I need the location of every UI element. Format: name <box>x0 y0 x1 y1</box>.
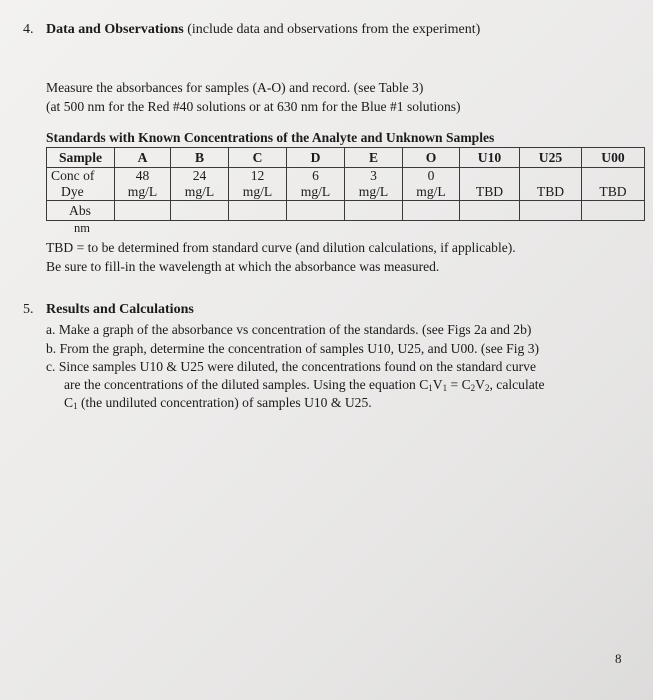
footnote-line-1: TBD = to be determined from standard curve (and dilution calculations, if applicable). <box>46 240 516 255</box>
conc-unit: mg/L <box>242 184 273 199</box>
header-cell: D <box>287 148 345 168</box>
conc-value: 48 <box>135 168 150 183</box>
page-number: 8 <box>615 651 622 666</box>
item-c-text: (the undiluted concentration) of samples U10 & U25. <box>77 395 372 410</box>
conc-label-line-1: Conc of <box>51 168 95 183</box>
tbd-cell <box>460 168 520 201</box>
conc-value: 12 <box>250 168 265 183</box>
section-5-heading <box>23 302 194 318</box>
item-c-text: = C <box>447 377 471 392</box>
subscript: 2 <box>484 383 490 393</box>
item-c-text: C <box>64 395 74 410</box>
conc-value: 0 <box>427 168 435 183</box>
data-table <box>46 147 645 221</box>
conc-cell <box>115 168 171 201</box>
abs-cell[interactable] <box>229 201 287 221</box>
abs-cell[interactable] <box>287 201 345 221</box>
header-cell: O <box>403 148 460 168</box>
conc-row <box>47 168 645 201</box>
section-5-title: Results and Calculations <box>46 302 194 317</box>
section-4-number: 4. <box>23 22 34 37</box>
header-cell: C <box>229 148 287 168</box>
header-cell: E <box>345 148 403 168</box>
abs-cell[interactable] <box>520 201 582 221</box>
conc-unit: mg/L <box>184 184 215 199</box>
conc-cell <box>287 168 345 201</box>
tbd-text: TBD <box>536 184 565 199</box>
header-cell: U25 <box>520 148 582 168</box>
header-cell: U00 <box>582 148 645 168</box>
item-c-text: V <box>475 377 485 392</box>
abs-cell[interactable] <box>403 201 460 221</box>
instruction-line-2: (at 500 nm for the Red #40 solutions or at 630 nm for the Blue #1 solutions) <box>46 99 461 114</box>
conc-unit: mg/L <box>300 184 331 199</box>
wavelength-nm-label: nm <box>74 221 90 235</box>
subscript: 1 <box>442 383 448 393</box>
conc-unit: mg/L <box>127 184 158 199</box>
conc-cell <box>403 168 460 201</box>
tbd-cell <box>582 168 645 201</box>
conc-cell <box>345 168 403 201</box>
item-c-line-2 <box>64 377 545 393</box>
item-a: a. Make a graph of the absorbance vs concentration of the standards. (see Figs 2a and 2b) <box>46 322 532 337</box>
item-c-text: are the concentrations of the diluted samples. Using the equation C <box>64 377 429 392</box>
conc-cell <box>229 168 287 201</box>
instruction-line-1: Measure the absorbances for samples (A-O) and record. (see Table 3) <box>46 80 424 95</box>
item-c-text: V <box>432 377 443 392</box>
abs-cell[interactable] <box>460 201 520 221</box>
tbd-cell <box>520 168 582 201</box>
item-c-line-1: c. Since samples U10 & U25 were diluted, the concentrations found on the standard curve <box>46 359 536 374</box>
abs-row <box>47 201 645 221</box>
header-cell: B <box>171 148 229 168</box>
tbd-text: TBD <box>475 184 504 199</box>
abs-cell[interactable] <box>345 201 403 221</box>
conc-label-cell <box>47 168 115 201</box>
section-4-heading <box>23 22 480 38</box>
conc-cell <box>171 168 229 201</box>
header-row <box>47 148 645 168</box>
abs-label-cell: Abs <box>47 201 115 221</box>
table-title: Standards with Known Concentrations of the Analyte and Unknown Samples <box>46 130 495 145</box>
section-4-title: Data and Observations <box>46 22 184 37</box>
tbd-text: TBD <box>599 184 627 199</box>
conc-value: 3 <box>370 168 377 183</box>
abs-cell[interactable] <box>171 201 229 221</box>
conc-unit: mg/L <box>416 184 446 199</box>
footnote-line-2: Be sure to fill-in the wavelength at which the absorbance was measured. <box>46 259 440 274</box>
conc-value: 6 <box>312 168 319 183</box>
abs-cell[interactable] <box>582 201 645 221</box>
subscript: 2 <box>470 383 476 393</box>
header-cell: Sample <box>47 148 115 168</box>
item-c-line-3 <box>64 395 372 411</box>
conc-unit: mg/L <box>358 184 389 199</box>
abs-cell[interactable] <box>115 201 171 221</box>
section-4-note: (include data and observations from the experiment) <box>187 22 481 37</box>
section-5-number: 5. <box>23 302 34 317</box>
subscript: 1 <box>428 383 433 393</box>
conc-label-line-2: Dye <box>61 184 84 199</box>
subscript: 1 <box>73 401 78 411</box>
conc-value: 24 <box>192 168 207 183</box>
item-b: b. From the graph, determine the concentration of samples U10, U25, and U00. (see Fig 3) <box>46 341 540 356</box>
item-c-text: , calculate <box>489 377 545 392</box>
header-cell: A <box>115 148 171 168</box>
header-cell: U10 <box>460 148 520 168</box>
